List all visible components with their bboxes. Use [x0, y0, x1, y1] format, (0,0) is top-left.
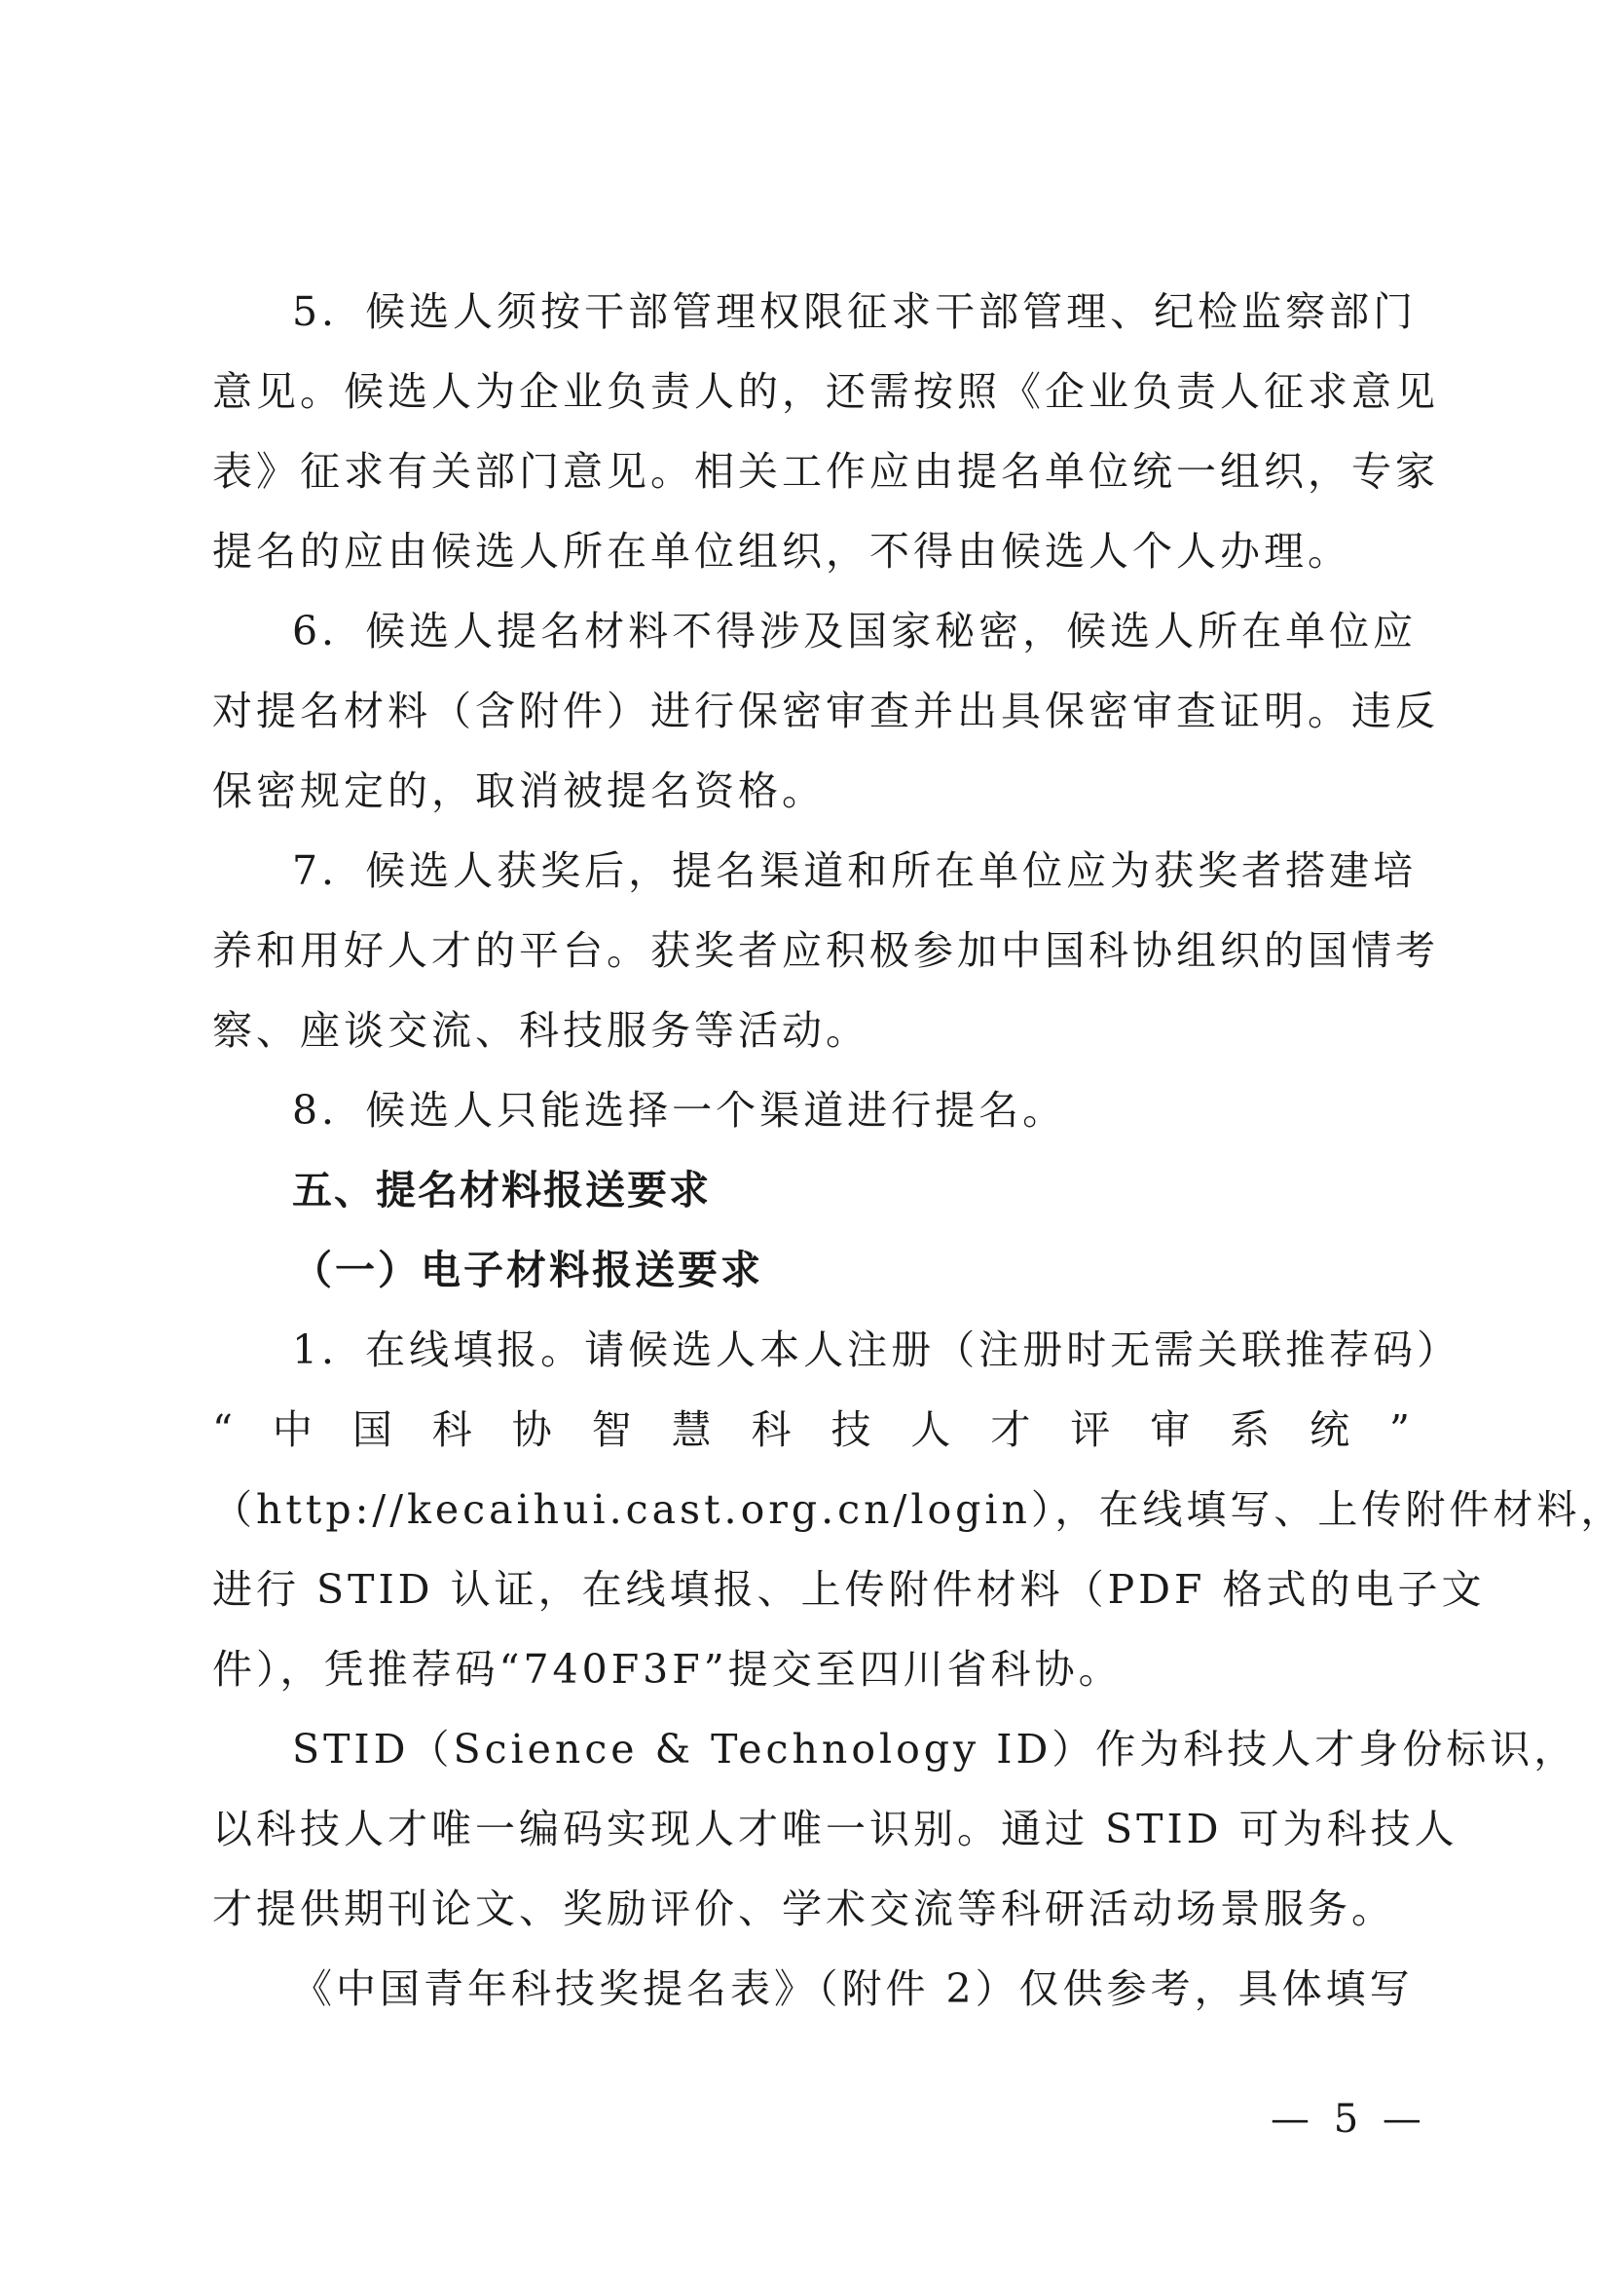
- paragraph-5-line-2: 意见。候选人为企业负责人的，还需按照《企业负责人征求意见: [212, 368, 1439, 415]
- paragraph-6-line-3: 保密规定的，取消被提名资格。: [212, 767, 826, 814]
- section-heading-5: 五、提名材料报送要求: [292, 1167, 711, 1213]
- system-name-char: “: [212, 1406, 233, 1453]
- system-name-char: 科: [431, 1406, 472, 1453]
- system-name-char: 评: [1070, 1406, 1111, 1453]
- paragraph-7-line-3: 察、座谈交流、科技服务等活动。: [212, 1007, 869, 1054]
- system-name-char: 慧: [671, 1406, 712, 1453]
- paragraph-6-line-2: 对提名材料（含附件）进行保密审查并出具保密审查证明。违反: [212, 688, 1439, 734]
- paragraph-6-line-1: 6．候选人提名材料不得涉及国家秘密，候选人所在单位应: [292, 608, 1418, 654]
- paragraph-7-line-2: 养和用好人才的平台。获奖者应积极参加中国科协组织的国情考: [212, 927, 1439, 974]
- paragraph-8-line-1: 8．候选人只能选择一个渠道进行提名。: [292, 1087, 1067, 1134]
- item-1-line-5: 件），凭推荐码“740F3F”提交至四川省科协。: [212, 1646, 1123, 1693]
- system-name-char: ”: [1389, 1406, 1410, 1453]
- system-name-char: 人: [910, 1406, 951, 1453]
- system-name-char: 系: [1230, 1406, 1271, 1453]
- system-name-char: 国: [351, 1406, 392, 1453]
- paragraph-5-line-4: 提名的应由候选人所在单位组织，不得由候选人个人办理。: [212, 528, 1351, 575]
- system-name-char: 协: [511, 1406, 552, 1453]
- stid-paragraph-line-1: STID（Science & Technology ID）作为科技人才身份标识，: [292, 1726, 1578, 1773]
- page-number: — 5 —: [1271, 2097, 1427, 2142]
- system-name-char: 统: [1310, 1406, 1350, 1453]
- stid-paragraph-line-2: 以科技人才唯一编码实现人才唯一识别。通过 STID 可为科技人: [212, 1806, 1458, 1852]
- item-1-line-2-system-name: [212, 1389, 1410, 1471]
- item-1-line-1: 1．在线填报。请候选人本人注册（注册时无需关联推荐码）: [292, 1326, 1461, 1373]
- paragraph-7-line-1: 7．候选人获奖后，提名渠道和所在单位应为获奖者搭建培: [292, 847, 1418, 894]
- system-name-char: 技: [830, 1406, 871, 1453]
- system-name-char: 审: [1150, 1406, 1191, 1453]
- item-1-line-4: 进行 STID 认证，在线填报、上传附件材料（PDF 格式的电子文: [212, 1566, 1486, 1613]
- system-name-char: 智: [591, 1406, 632, 1453]
- subsection-heading-1: （一）电子材料报送要求: [292, 1247, 763, 1293]
- form-note-line-1: 《中国青年科技奖提名表》（附件 2）仅供参考，具体填写: [292, 1965, 1414, 2012]
- stid-paragraph-line-3: 才提供期刊论文、奖励评价、学术交流等科研活动场景服务。: [212, 1885, 1395, 1932]
- system-name-char: 中: [272, 1406, 313, 1453]
- item-1-line-3-url: （http://kecaihui.cast.org.cn/login），在线填写、上传附件材料，: [212, 1486, 1624, 1533]
- paragraph-5-line-1: 5．候选人须按干部管理权限征求干部管理、纪检监察部门: [292, 288, 1418, 335]
- system-name-char: 才: [990, 1406, 1031, 1453]
- paragraph-5-line-3: 表》征求有关部门意见。相关工作应由提名单位统一组织，专家: [212, 448, 1439, 495]
- system-name-char: 科: [751, 1406, 792, 1453]
